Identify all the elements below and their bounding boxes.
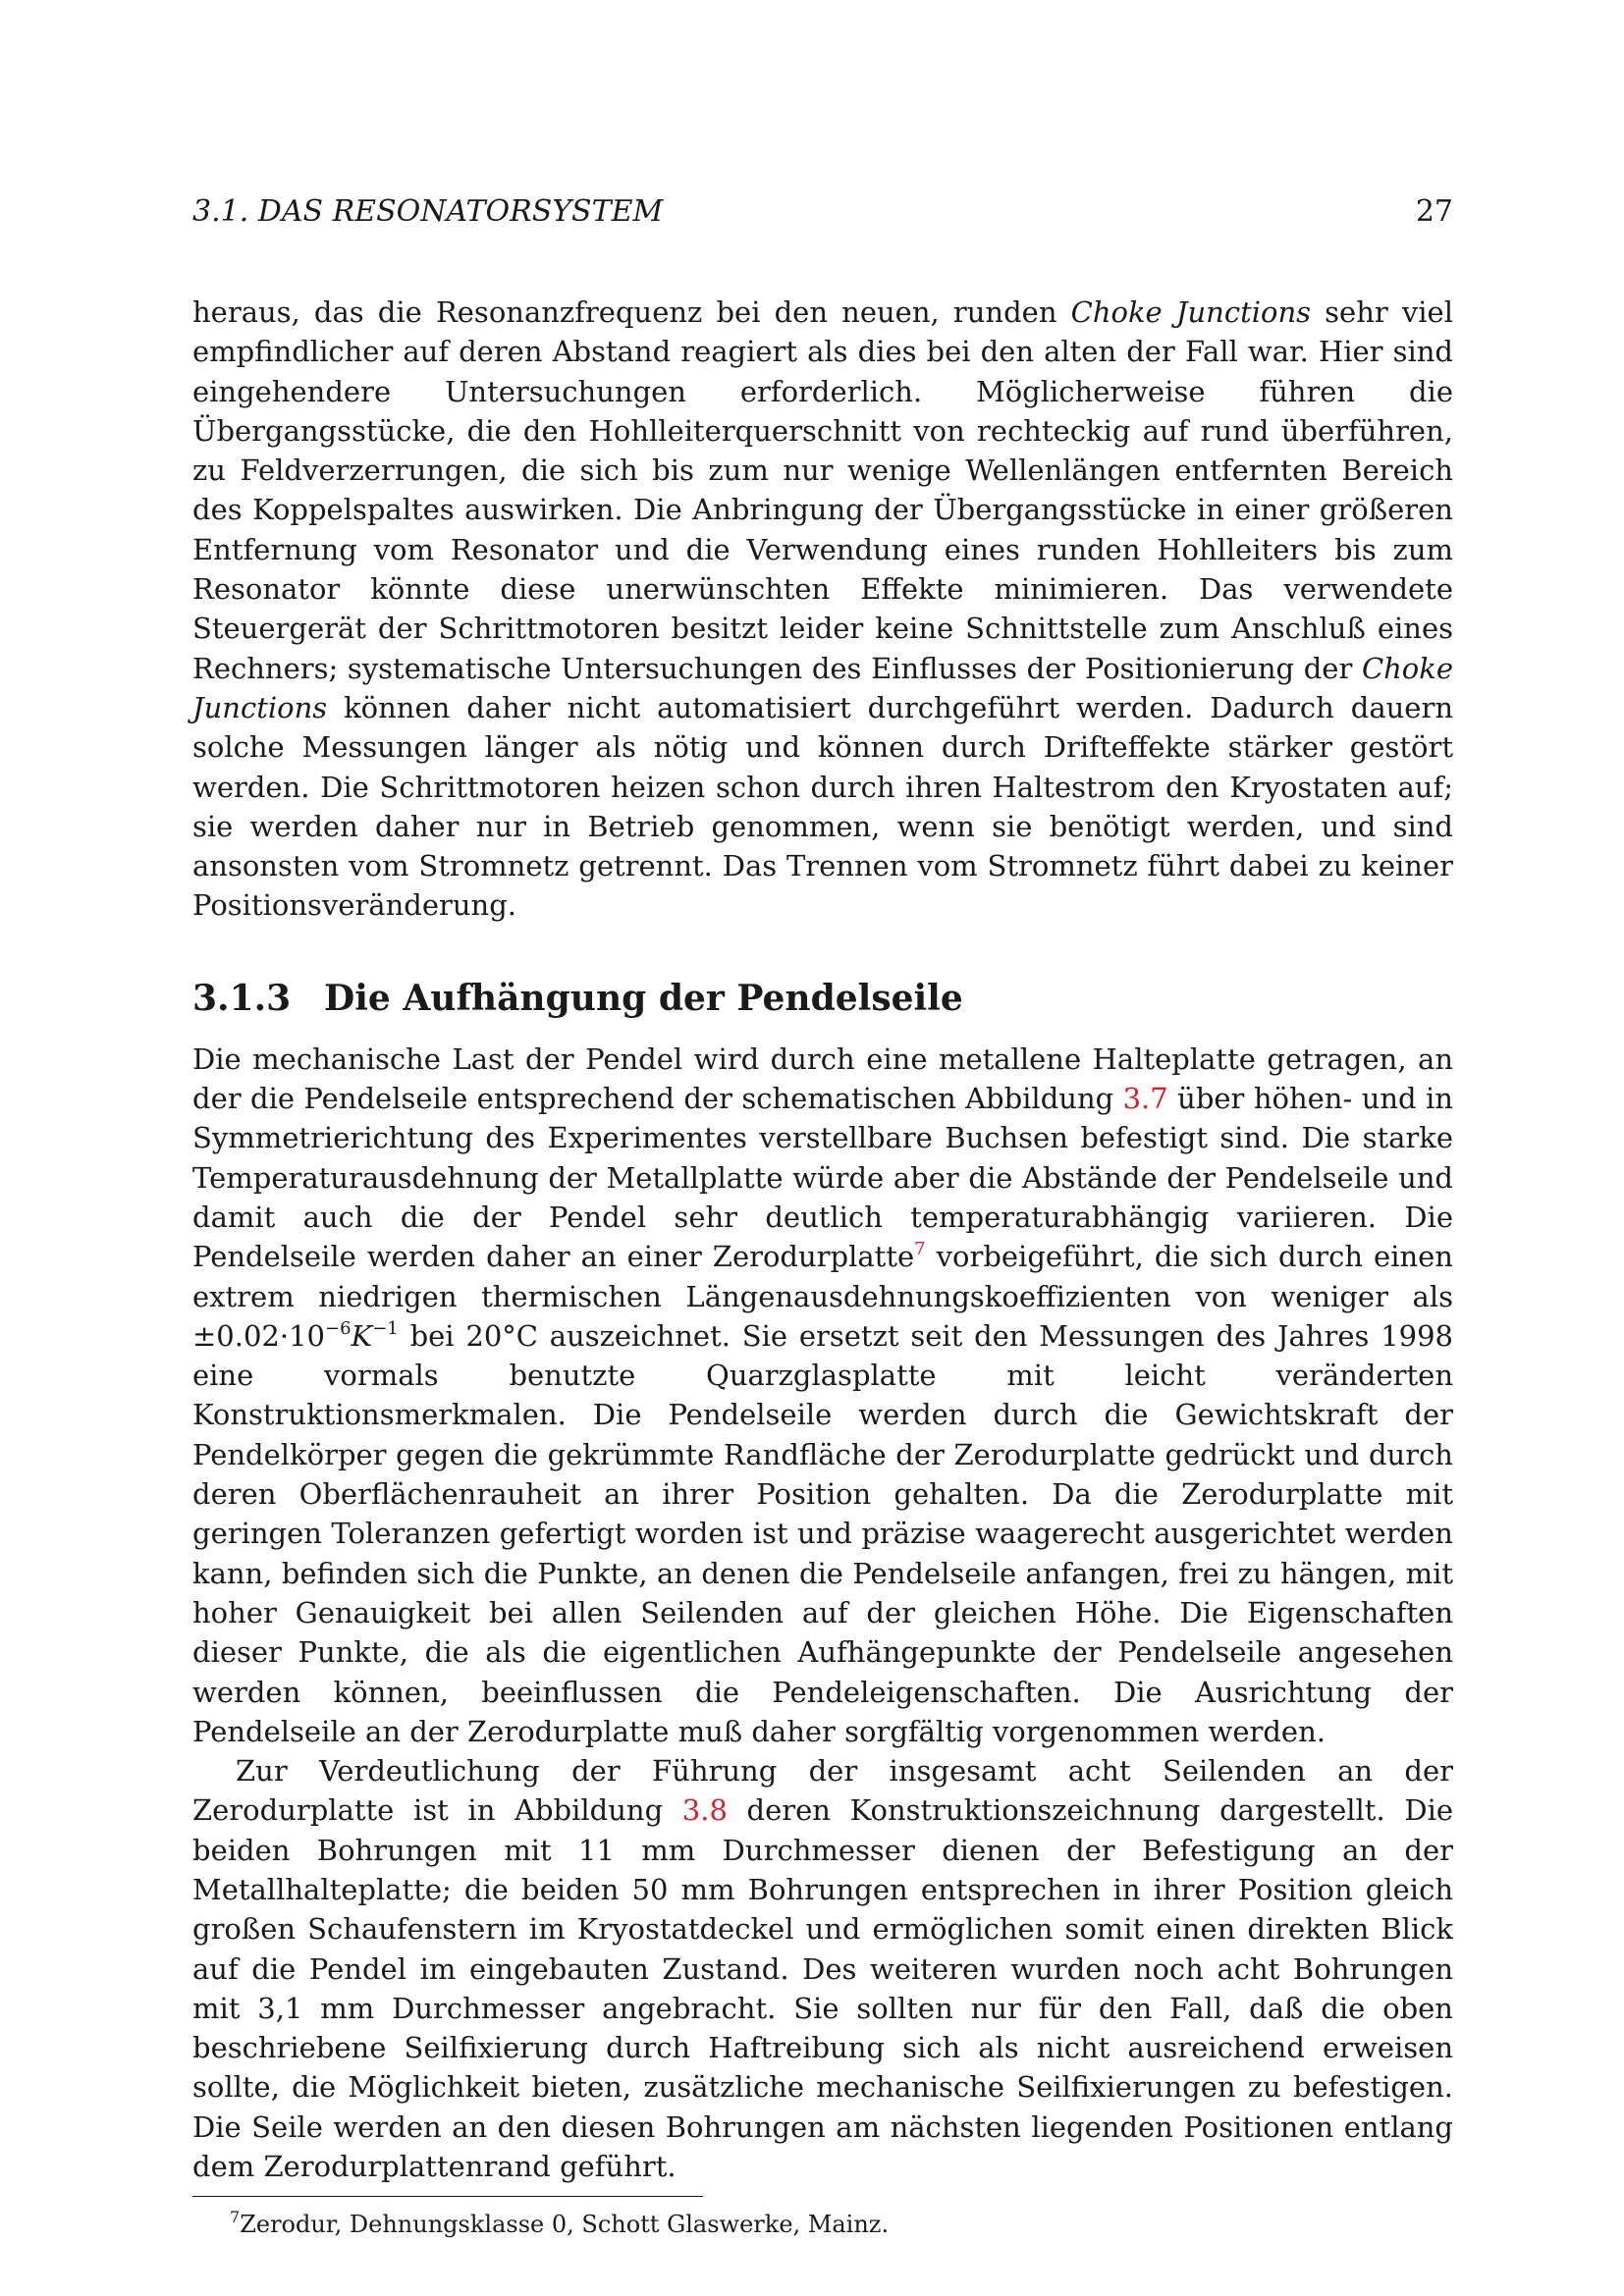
section-title: Die Aufhängung der Pendelseile xyxy=(324,977,963,1019)
section-heading xyxy=(192,977,1453,1020)
footnote xyxy=(192,2209,1453,2240)
text-run: heraus, das die Resonanzfrequenz bei den neuen, runden xyxy=(192,295,1071,329)
footnote-text: Zerodur, Dehnungsklasse 0, Schott Glaswerke, Mainz. xyxy=(240,2211,890,2239)
footnote-link[interactable]: 7 xyxy=(914,1239,926,1260)
unit-kelvin: K xyxy=(351,1318,373,1353)
text-run: deren Konstruktionszeichnung dargestellt. Die beiden Bohrungen mit 11 mm Durchmesser dienen der Befestigung an der Metallhalteplatte; die beiden 50 mm Bohrungen entsprechen in ihrer Position gleich großen Schaufenstern im Kryostatdeckel und ermöglichen somit einen direkten Blick auf die Pendel im eingebauten Zustand. Des weiteren wurden noch acht Bohrungen mit 3,1 mm Durchmesser angebracht. Sie sollten nur für den Fall, daß die oben beschriebene Seilfixierung durch Haftreibung sich als nicht ausreichend erweisen sollte, die Möglichkeit bieten, zusätzliche mechanische Seilfixierungen zu befestigen. Die Seile werden an den diesen Bohrungen am nächsten liegenden Positionen entlang dem Zerodurplattenrand geführt. xyxy=(192,1793,1454,2184)
page-number: 27 xyxy=(1415,194,1453,229)
section-number: 3.1.3 xyxy=(192,977,292,1019)
text-run: können daher nicht automatisiert durchgeführt werden. Dadurch dauern solche Messungen länger als nötig und können durch Drifteffekte stärker gestört werden. Die Schrittmotoren heizen schon durch ihren Haltestrom den Kryostaten auf; sie werden daher nur in Betrieb genommen, wenn sie benötigt werden, und sind ansonsten vom Stromnetz getrennt. Das Trennen vom Stromnetz führt dabei zu keiner Positionsveränderung. xyxy=(192,690,1453,923)
text-run: Die mechanische Last der Pendel wird durch eine metallene Halteplatte getragen, an der die Pendelseile entsprechend der schematischen Abbildung xyxy=(192,1041,1453,1116)
text-run: über höhen- und in Symmetrierichtung des Experimentes verstellbare Buchsen befestigt sind. Die starke Temperaturausdehnung der Metallplatte würde aber die Abstände der Pendelseile und damit auch die der Pendel sehr deutlich temperaturabhängig variieren. Die Pendelseile werden daher an einer Zerodurplatte xyxy=(192,1082,1453,1274)
exponent: −6 xyxy=(325,1317,352,1339)
footnote-divider xyxy=(192,2196,703,2197)
paragraph-1 xyxy=(192,293,1453,926)
exponent: −1 xyxy=(372,1317,399,1339)
figure-link-3-8[interactable]: 3.8 xyxy=(681,1793,728,1828)
term-choke-junctions: Choke Junctions xyxy=(192,651,1453,724)
paragraph-3 xyxy=(192,1751,1453,2186)
text-run: sehr viel empfindlicher auf deren Abstand reagiert als dies bei den alten der Fall war. Hier sind eingehendere Untersuchungen erforderlich. Möglicherweise führen die Übergangsstücke, die den Hohlleiterquerschnitt von rechteckig auf rund überführen, zu Feldverzerrungen, die sich bis zum nur wenige Wellenlängen entfernten Bereich des Koppelspaltes auswirken. Die Anbringung der Übergangsstücke in einer größeren Entfernung vom Resonator und die Verwendung eines runden Hohlleiters bis zum Resonator könnte diese unerwünschten Effekte minimieren. Das verwendete Steuergerät der Schrittmotoren besitzt leider keine Schnittstelle zum Anschluß eines Rechners; systematische Untersuchungen des Einflusses der Positionierung der xyxy=(192,295,1453,685)
text-run: Zur Verdeutlichung der Führung der insgesamt acht Seilenden an der Zerodurplatte ist in Abbildung xyxy=(192,1754,1453,1828)
chapter-title: 3.1. DAS RESONATORSYSTEM xyxy=(192,194,664,229)
figure-link-3-7[interactable]: 3.7 xyxy=(1122,1082,1168,1116)
footnote-mark: 7 xyxy=(230,2208,241,2227)
text-run: vorbeigeführt, die sich durch einen extrem niedrigen thermischen Längenausdehnungskoeffizienten von weniger als ±0.02·10 xyxy=(192,1240,1453,1353)
body-text xyxy=(192,293,1453,2240)
text-run: bei 20°C auszeichnet. Sie ersetzt seit den Messungen des Jahres 1998 eine vormals benutzte Quarzglasplatte mit leicht veränderten Konstruktionsmerkmalen. Die Pendelseile werden durch die Gewichtskraft der Pendelkörper gegen die gekrümmte Randfläche der Zerodurplatte gedrückt und durch deren Oberflächenrauheit an ihrer Position gehalten. Da die Zerodurplatte mit geringen Toleranzen gefertigt worden ist und präzise waagerecht ausgerichtet werden kann, befinden sich die Punkte, an denen die Pendelseile anfangen, frei zu hängen, mit hoher Genauigkeit bei allen Seilenden auf der gleichen Höhe. Die Eigenschaften dieser Punkte, die als die eigentlichen Aufhängepunkte der Pendelseile angesehen werden können, beeinflussen die Pendeleigenschaften. Die Ausrichtung der Pendelseile an der Zerodurplatte muß daher sorgfältig vorgenommen werden. xyxy=(192,1318,1453,1748)
term-choke-junctions: Choke Junctions xyxy=(1070,295,1312,329)
paragraph-2 xyxy=(192,1040,1453,1751)
running-header xyxy=(192,192,1453,232)
